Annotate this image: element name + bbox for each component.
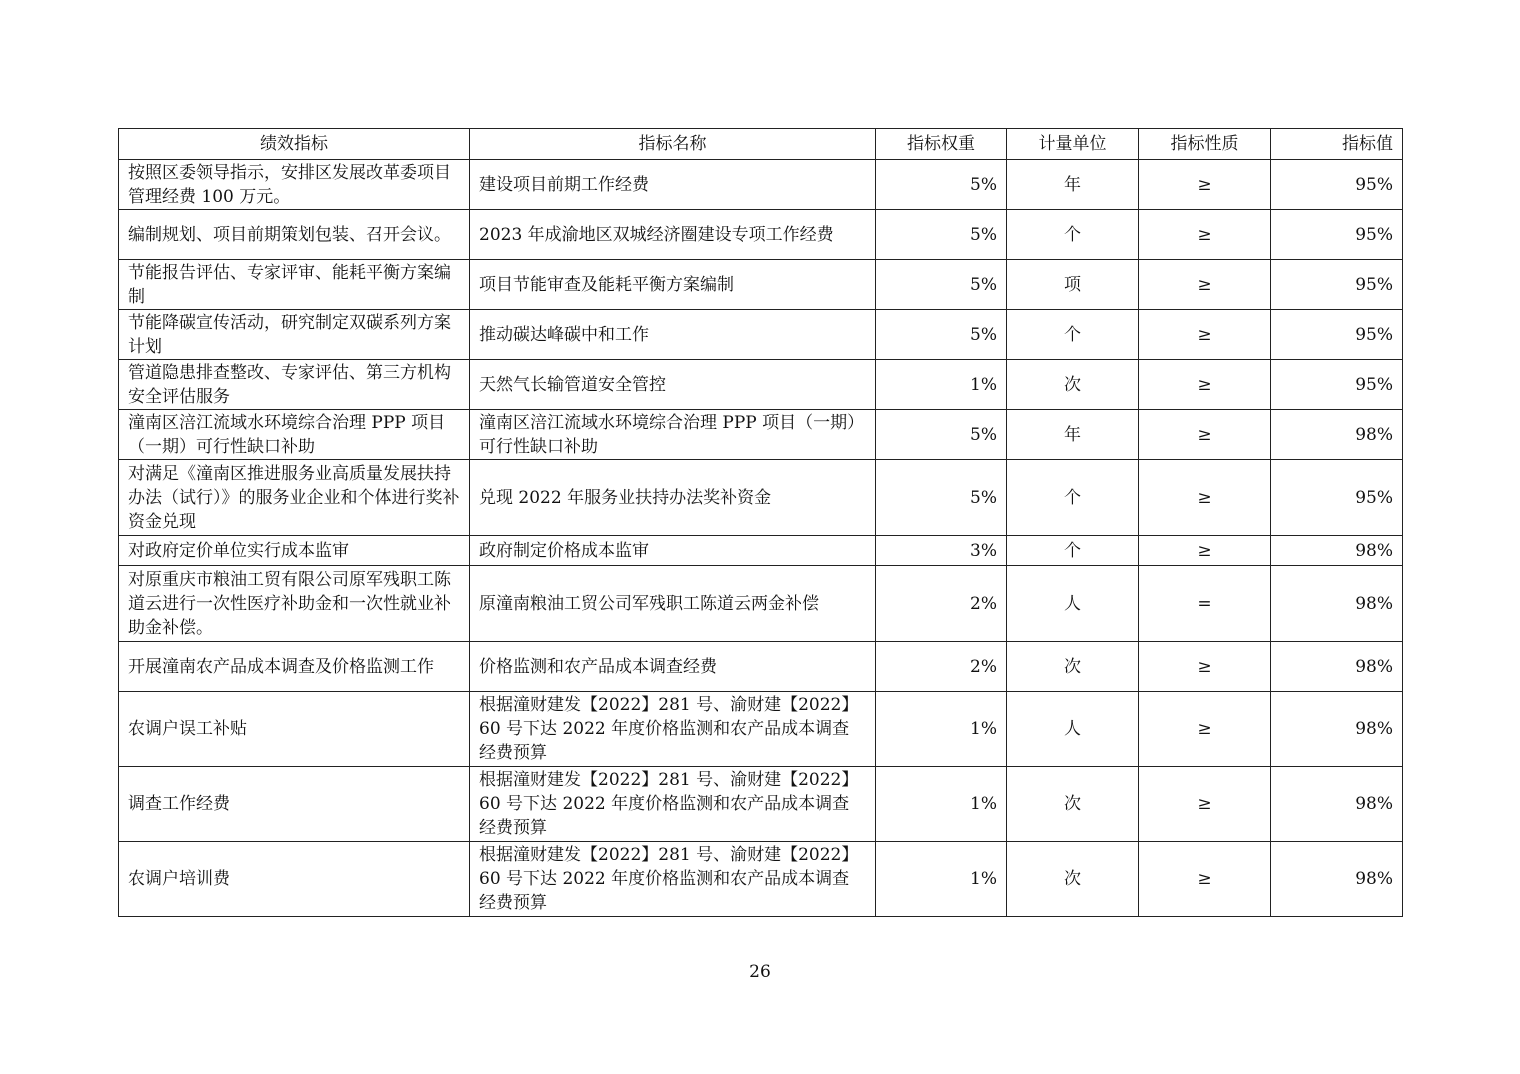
indicator-weight-cell: 5% [876,160,1007,210]
indicator-weight-cell: 1% [876,842,1007,917]
table-row [119,767,1403,842]
indicator-value-cell: 95% [1271,260,1403,310]
performance-indicator-cell: 节能降碳宣传活动，研究制定双碳系列方案计划 [119,310,470,360]
indicator-name-cell: 根据潼财建发【2022】281 号、渝财建【2022】60 号下达 2022 年度价格监测和农产品成本调查经费预算 [470,692,876,767]
performance-indicator-cell: 编制规划、项目前期策划包装、召开会议。 [119,210,470,260]
indicator-value-cell: 98% [1271,842,1403,917]
indicator-nature-cell: ≥ [1139,210,1271,260]
table-header-row [119,129,1403,160]
indicator-value-cell: 98% [1271,767,1403,842]
indicator-weight-cell: 5% [876,210,1007,260]
measurement-unit-cell: 次 [1007,360,1139,410]
indicator-name-cell: 项目节能审查及能耗平衡方案编制 [470,260,876,310]
measurement-unit-cell: 个 [1007,460,1139,536]
header-indicator-value: 指标值 [1271,129,1403,160]
indicator-name-cell: 价格监测和农产品成本调查经费 [470,642,876,692]
measurement-unit-cell: 人 [1007,566,1139,642]
measurement-unit-cell: 年 [1007,410,1139,460]
indicator-nature-cell: ≥ [1139,310,1271,360]
page-number: 26 [749,962,771,982]
measurement-unit-cell: 个 [1007,536,1139,566]
indicator-nature-cell: ≥ [1139,160,1271,210]
measurement-unit-cell: 个 [1007,310,1139,360]
performance-indicator-cell: 对满足《潼南区推进服务业高质量发展扶持办法（试行）》的服务业企业和个体进行奖补资金兑现 [119,460,470,536]
performance-indicator-cell: 潼南区涪江流域水环境综合治理 PPP 项目（一期）可行性缺口补助 [119,410,470,460]
indicator-nature-cell: = [1139,566,1271,642]
indicator-weight-cell: 5% [876,410,1007,460]
table-row [119,460,1403,536]
indicator-value-cell: 95% [1271,160,1403,210]
measurement-unit-cell: 个 [1007,210,1139,260]
indicator-nature-cell: ≥ [1139,642,1271,692]
performance-indicator-cell: 对原重庆市粮油工贸有限公司原军残职工陈道云进行一次性医疗补助金和一次性就业补助金补偿。 [119,566,470,642]
indicator-weight-cell: 3% [876,536,1007,566]
header-indicator-nature: 指标性质 [1139,129,1271,160]
indicator-weight-cell: 2% [876,566,1007,642]
measurement-unit-cell: 次 [1007,642,1139,692]
indicator-value-cell: 98% [1271,642,1403,692]
indicator-name-cell: 根据潼财建发【2022】281 号、渝财建【2022】60 号下达 2022 年度价格监测和农产品成本调查经费预算 [470,767,876,842]
indicator-name-cell: 天然气长输管道安全管控 [470,360,876,410]
header-performance-indicator: 绩效指标 [119,129,470,160]
measurement-unit-cell: 项 [1007,260,1139,310]
table-row [119,692,1403,767]
table-row [119,310,1403,360]
indicator-name-cell: 原潼南粮油工贸公司军残职工陈道云两金补偿 [470,566,876,642]
indicator-name-cell: 推动碳达峰碳中和工作 [470,310,876,360]
performance-indicator-cell: 按照区委领导指示，安排区发展改革委项目管理经费 100 万元。 [119,160,470,210]
table-row [119,160,1403,210]
header-indicator-weight: 指标权重 [876,129,1007,160]
table-row [119,536,1403,566]
performance-indicator-cell: 管道隐患排查整改、专家评估、第三方机构安全评估服务 [119,360,470,410]
performance-indicator-cell: 节能报告评估、专家评审、能耗平衡方案编制 [119,260,470,310]
table-row [119,842,1403,917]
performance-indicator-table [118,128,1403,917]
performance-indicator-cell: 农调户误工补贴 [119,692,470,767]
indicator-value-cell: 95% [1271,360,1403,410]
performance-indicator-cell: 农调户培训费 [119,842,470,917]
indicator-weight-cell: 1% [876,360,1007,410]
indicator-nature-cell: ≥ [1139,260,1271,310]
table-row [119,410,1403,460]
indicator-nature-cell: ≥ [1139,692,1271,767]
indicator-nature-cell: ≥ [1139,410,1271,460]
indicator-weight-cell: 5% [876,460,1007,536]
table-row [119,566,1403,642]
indicator-value-cell: 95% [1271,310,1403,360]
indicator-weight-cell: 5% [876,310,1007,360]
table-row [119,360,1403,410]
header-measurement-unit: 计量单位 [1007,129,1139,160]
indicator-name-cell: 兑现 2022 年服务业扶持办法奖补资金 [470,460,876,536]
indicator-value-cell: 98% [1271,536,1403,566]
indicator-name-cell: 潼南区涪江流域水环境综合治理 PPP 项目（一期）可行性缺口补助 [470,410,876,460]
indicator-nature-cell: ≥ [1139,360,1271,410]
indicator-nature-cell: ≥ [1139,842,1271,917]
indicator-weight-cell: 5% [876,260,1007,310]
indicator-name-cell: 2023 年成渝地区双城经济圈建设专项工作经费 [470,210,876,260]
measurement-unit-cell: 年 [1007,160,1139,210]
indicator-value-cell: 95% [1271,460,1403,536]
indicator-value-cell: 95% [1271,210,1403,260]
measurement-unit-cell: 次 [1007,767,1139,842]
indicator-nature-cell: ≥ [1139,460,1271,536]
performance-indicator-cell: 开展潼南农产品成本调查及价格监测工作 [119,642,470,692]
table-row [119,210,1403,260]
indicator-value-cell: 98% [1271,566,1403,642]
measurement-unit-cell: 人 [1007,692,1139,767]
indicator-weight-cell: 1% [876,767,1007,842]
measurement-unit-cell: 次 [1007,842,1139,917]
performance-indicator-cell: 对政府定价单位实行成本监审 [119,536,470,566]
table-row [119,260,1403,310]
indicator-nature-cell: ≥ [1139,767,1271,842]
indicator-nature-cell: ≥ [1139,536,1271,566]
indicator-value-cell: 98% [1271,692,1403,767]
header-indicator-name: 指标名称 [470,129,876,160]
indicator-weight-cell: 2% [876,642,1007,692]
indicator-name-cell: 政府制定价格成本监审 [470,536,876,566]
indicator-name-cell: 建设项目前期工作经费 [470,160,876,210]
table-row [119,642,1403,692]
indicator-value-cell: 98% [1271,410,1403,460]
indicator-name-cell: 根据潼财建发【2022】281 号、渝财建【2022】60 号下达 2022 年度价格监测和农产品成本调查经费预算 [470,842,876,917]
indicator-weight-cell: 1% [876,692,1007,767]
performance-indicator-cell: 调查工作经费 [119,767,470,842]
